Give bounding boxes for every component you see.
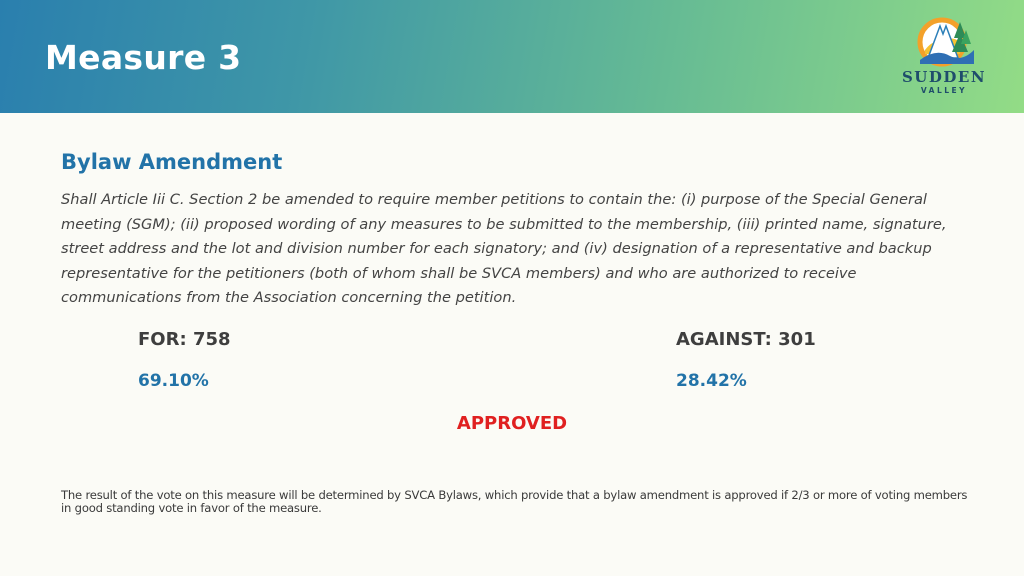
measure-text: Shall Article Iii C. Section 2 be amended to require member petitions to contain the: (i) purpose of the Special General meeting (SGM); (ii) proposed wording of any measures to be submitted to the membership, (iii) printed name, signature, street address and the lot and division number for each signatory; and (iv) designation of a representative and backup representative for the petitioners (both of whom shall be SVCA members) and who are authorized to receive communications from the Association concerning the petition. bbox=[61, 191, 947, 306]
against-count: 301 bbox=[778, 329, 816, 350]
sudden-valley-logo-mark-icon bbox=[916, 14, 978, 70]
for-votes bbox=[138, 329, 231, 350]
against-percent: 28.42% bbox=[676, 371, 747, 391]
header-banner bbox=[0, 0, 1024, 113]
section-title: Bylaw Amendment bbox=[61, 150, 283, 174]
against-votes bbox=[676, 329, 816, 350]
against-label: AGAINST: bbox=[676, 329, 772, 350]
result-status: APPROVED bbox=[456, 413, 568, 434]
for-count: 758 bbox=[192, 329, 231, 350]
footnote: The result of the vote on this measure will be determined by SVCA Bylaws, which provide that a bylaw amendment is approved if 2/3 or more of voting members in good standing vote in favor of the measure. bbox=[61, 488, 968, 515]
logo-subwordmark: VALLEY bbox=[920, 86, 968, 95]
logo-wordmark: SUDDEN bbox=[901, 68, 987, 86]
sudden-valley-logo bbox=[896, 14, 992, 104]
for-percent: 69.10% bbox=[138, 371, 209, 391]
slide-title: Measure 3 bbox=[45, 38, 242, 77]
for-label: FOR: bbox=[138, 329, 187, 350]
